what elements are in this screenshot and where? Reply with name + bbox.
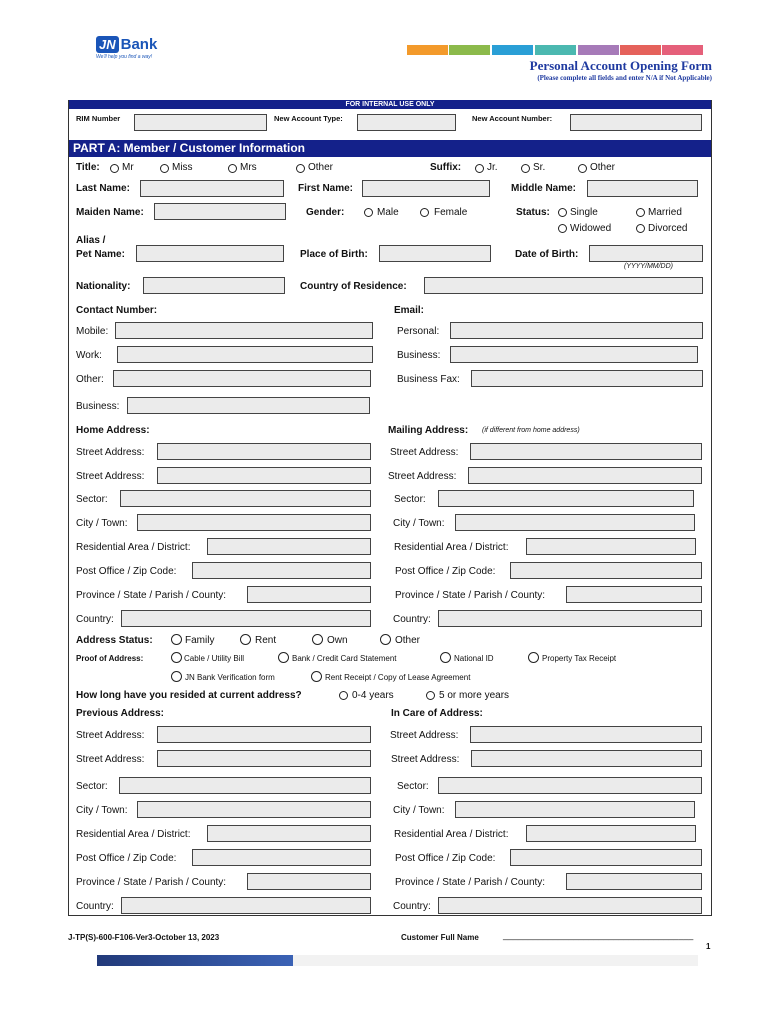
other-phone-label: Other: <box>76 374 104 385</box>
mailing-street-label: Street Address: <box>390 447 459 458</box>
proof-bank-statement-radio[interactable] <box>278 652 289 663</box>
addr-status-family-label: Family <box>185 635 215 646</box>
care-street-label: Street Address: <box>390 730 459 741</box>
home-city-label: City / Town: <box>76 518 128 529</box>
first-name-label: First Name: <box>298 183 354 194</box>
gender-female-label: Female <box>434 207 468 218</box>
last-name-label: Last Name: <box>76 183 130 194</box>
suffix-sr-radio[interactable] <box>521 164 530 173</box>
mailing-city-input[interactable] <box>455 514 695 531</box>
proof-rent-receipt-radio[interactable] <box>311 671 322 682</box>
care-area-label: Residential Area / District: <box>394 829 509 840</box>
middle-name-input[interactable] <box>587 180 698 197</box>
suffix-sr-label: Sr. <box>533 162 546 173</box>
contact-number-heading: Contact Number: <box>76 305 158 316</box>
care-street-input[interactable] <box>470 726 702 743</box>
home-address-heading: Home Address: <box>76 425 150 436</box>
rim-label: RIM Number <box>76 114 121 123</box>
previous-country-input[interactable] <box>121 897 371 914</box>
address-status-label: Address Status: <box>76 635 153 646</box>
email-heading: Email: <box>394 305 425 316</box>
proof-rent-receipt-label: Rent Receipt / Copy of Lease Agreement <box>325 673 471 682</box>
mailing-street-input[interactable] <box>470 443 702 460</box>
home-street-input[interactable] <box>157 467 371 484</box>
proof-national-id-label: National ID <box>454 654 494 663</box>
gender-male-label: Male <box>377 207 399 218</box>
status-divorced-label: Divorced <box>648 223 688 234</box>
previous-street-label: Street Address: <box>76 754 145 765</box>
title-mr-label: Mr <box>122 162 134 173</box>
title-label: Title: <box>76 162 100 173</box>
logo-tagline: We'll help you find a way! <box>96 54 153 60</box>
home-city-input[interactable] <box>137 514 371 531</box>
suffix-jr-radio[interactable] <box>475 164 484 173</box>
care-province-label: Province / State / Parish / County: <box>395 877 546 888</box>
home-street-label: Street Address: <box>76 447 145 458</box>
business-phone-input[interactable] <box>127 397 370 414</box>
work-label: Work: <box>76 350 102 361</box>
care-city-label: City / Town: <box>393 805 445 816</box>
status-widowed-radio[interactable] <box>558 224 567 233</box>
new-account-type-label: New Account Type: <box>274 114 343 123</box>
dob-format-hint: (YYYY/MM/DD) <box>624 263 673 270</box>
suffix-label: Suffix: <box>430 162 462 173</box>
care-area-input[interactable] <box>526 825 696 842</box>
home-country-input[interactable] <box>121 610 371 627</box>
addr-status-own-label: Own <box>327 635 348 646</box>
title-miss-label: Miss <box>172 162 193 173</box>
previous-city-label: City / Town: <box>76 805 128 816</box>
home-area-input[interactable] <box>207 538 371 555</box>
country-of-residence-input[interactable] <box>424 277 703 294</box>
previous-street-input[interactable] <box>157 750 371 767</box>
status-single-radio[interactable] <box>558 208 567 217</box>
resided-0-4-label: 0-4 years <box>352 690 394 701</box>
resided-5-plus-label: 5 or more years <box>439 690 510 701</box>
proof-utility-radio[interactable] <box>171 652 182 663</box>
mailing-post-label: Post Office / Zip Code: <box>395 566 496 577</box>
internal-use-bar: FOR INTERNAL USE ONLY <box>69 100 711 109</box>
home-post-label: Post Office / Zip Code: <box>76 566 177 577</box>
last-name-input[interactable] <box>140 180 284 197</box>
care-sector-label: Sector: <box>397 781 429 792</box>
mailing-post-input[interactable] <box>510 562 702 579</box>
care-post-label: Post Office / Zip Code: <box>395 853 496 864</box>
mailing-country-input[interactable] <box>438 610 702 627</box>
business-email-input[interactable] <box>450 346 698 363</box>
business-fax-input[interactable] <box>471 370 703 387</box>
mailing-country-label: Country: <box>393 614 431 625</box>
mailing-street-input[interactable] <box>468 467 702 484</box>
resided-5-plus-radio[interactable] <box>426 691 435 700</box>
title-miss-radio[interactable] <box>160 164 169 173</box>
proof-property-tax-label: Property Tax Receipt <box>542 654 617 663</box>
home-sector-label: Sector: <box>76 494 108 505</box>
home-street-input[interactable] <box>157 443 371 460</box>
customer-full-name-label: Customer Full Name <box>401 933 479 942</box>
business-email-label: Business: <box>397 350 441 361</box>
logo-name: Bank <box>120 36 158 53</box>
part-a-header: PART A: Member / Customer Information <box>69 140 711 157</box>
addr-status-family-radio[interactable] <box>171 634 182 645</box>
nationality-input[interactable] <box>143 277 285 294</box>
first-name-input[interactable] <box>362 180 490 197</box>
status-label: Status: <box>516 207 550 218</box>
maiden-name-input[interactable] <box>154 203 286 220</box>
nationality-label: Nationality: <box>76 281 131 292</box>
mailing-address-heading: Mailing Address: <box>388 425 469 436</box>
previous-area-label: Residential Area / District: <box>76 829 191 840</box>
addr-status-own-radio[interactable] <box>312 634 323 645</box>
addr-status-rent-radio[interactable] <box>240 634 251 645</box>
previous-street-label: Street Address: <box>76 730 145 741</box>
color-strip-segment <box>620 45 661 55</box>
care-city-input[interactable] <box>455 801 695 818</box>
business-fax-label: Business Fax: <box>397 374 460 385</box>
pet-name-input[interactable] <box>136 245 284 262</box>
mobile-label: Mobile: <box>76 326 109 337</box>
title-other-label: Other <box>308 162 334 173</box>
care-country-input[interactable] <box>438 897 702 914</box>
previous-post-input[interactable] <box>192 849 371 866</box>
personal-email-label: Personal: <box>397 326 440 337</box>
care-province-input[interactable] <box>566 873 702 890</box>
home-province-label: Province / State / Parish / County: <box>76 590 227 601</box>
proof-national-id-radio[interactable] <box>440 652 451 663</box>
addr-status-other-radio[interactable] <box>380 634 391 645</box>
pet-name-label: Pet Name: <box>76 249 125 260</box>
previous-province-input[interactable] <box>247 873 371 890</box>
other-phone-input[interactable] <box>113 370 371 387</box>
previous-address-heading: Previous Address: <box>76 708 164 719</box>
middle-name-label: Middle Name: <box>511 183 577 194</box>
home-province-input[interactable] <box>247 586 371 603</box>
mailing-area-input[interactable] <box>526 538 696 555</box>
resided-0-4-radio[interactable] <box>339 691 348 700</box>
previous-street-input[interactable] <box>157 726 371 743</box>
mailing-address-hint: (if different from home address) <box>482 427 580 434</box>
mailing-area-label: Residential Area / District: <box>394 542 509 553</box>
previous-sector-label: Sector: <box>76 781 108 792</box>
care-country-label: Country: <box>393 901 431 912</box>
home-country-label: Country: <box>76 614 114 625</box>
page-number: 1 <box>706 942 711 951</box>
previous-sector-input[interactable] <box>119 777 371 794</box>
new-account-type-input[interactable] <box>357 114 456 131</box>
customer-full-name-line[interactable]: ______________________________________ <box>503 930 694 940</box>
gender-male-radio[interactable] <box>364 208 373 217</box>
previous-province-label: Province / State / Parish / County: <box>76 877 227 888</box>
dob-input[interactable] <box>589 245 703 262</box>
rim-number-input[interactable] <box>134 114 267 131</box>
suffix-other-radio[interactable] <box>578 164 587 173</box>
status-widowed-label: Widowed <box>570 223 612 234</box>
addr-status-other-label: Other <box>395 635 421 646</box>
previous-area-input[interactable] <box>207 825 371 842</box>
color-strip-segment <box>535 45 576 55</box>
form-title: Personal Account Opening Form <box>529 58 712 73</box>
title-mrs-label: Mrs <box>240 162 257 173</box>
home-street-label: Street Address: <box>76 471 145 482</box>
mailing-province-label: Province / State / Parish / County: <box>395 590 546 601</box>
color-strip-segment <box>662 45 703 55</box>
mobile-input[interactable] <box>115 322 373 339</box>
proof-property-tax-radio[interactable] <box>528 652 539 663</box>
new-account-number-label: New Account Number: <box>472 114 553 123</box>
gender-female-radio[interactable] <box>420 208 429 217</box>
title-other-radio[interactable] <box>296 164 305 173</box>
home-post-input[interactable] <box>192 562 371 579</box>
form-code: J-TP(S)-600-F106-Ver3-October 13, 2023 <box>68 933 220 942</box>
footer-bar-light <box>293 955 698 966</box>
color-strip-segment <box>578 45 619 55</box>
proof-jn-verification-label: JN Bank Verification form <box>185 673 275 682</box>
new-account-number-input[interactable] <box>570 114 702 131</box>
dob-label: Date of Birth: <box>515 249 579 260</box>
form-subtitle: (Please complete all fields and enter N/A if Not Applicable) <box>537 74 712 82</box>
footer-bar-accent <box>97 955 293 966</box>
status-divorced-radio[interactable] <box>636 224 645 233</box>
place-of-birth-input[interactable] <box>379 245 491 262</box>
previous-city-input[interactable] <box>137 801 371 818</box>
previous-post-label: Post Office / Zip Code: <box>76 853 177 864</box>
status-married-radio[interactable] <box>636 208 645 217</box>
suffix-jr-label: Jr. <box>487 162 498 173</box>
care-street-label: Street Address: <box>391 754 460 765</box>
color-strip-segment <box>492 45 533 55</box>
mailing-city-label: City / Town: <box>393 518 445 529</box>
country-of-residence-label: Country of Residence: <box>300 281 407 292</box>
previous-country-label: Country: <box>76 901 114 912</box>
logo-mark: JN <box>96 36 119 53</box>
color-strip-segment <box>407 45 448 55</box>
suffix-other-label: Other <box>590 162 616 173</box>
home-area-label: Residential Area / District: <box>76 542 191 553</box>
care-sector-input[interactable] <box>438 777 702 794</box>
care-street-input[interactable] <box>471 750 702 767</box>
business-phone-label: Business: <box>76 401 120 412</box>
work-input[interactable] <box>117 346 373 363</box>
mailing-sector-input[interactable] <box>438 490 694 507</box>
proof-utility-label: Cable / Utility Bill <box>184 654 245 663</box>
maiden-name-label: Maiden Name: <box>76 207 144 218</box>
mailing-province-input[interactable] <box>566 586 702 603</box>
personal-email-input[interactable] <box>450 322 703 339</box>
addr-status-rent-label: Rent <box>255 635 277 646</box>
title-mrs-radio[interactable] <box>228 164 237 173</box>
color-strip-segment <box>449 45 490 55</box>
mailing-street-label: Street Address: <box>388 471 457 482</box>
home-sector-input[interactable] <box>120 490 371 507</box>
title-mr-radio[interactable] <box>110 164 119 173</box>
place-of-birth-label: Place of Birth: <box>300 249 368 260</box>
proof-jn-verification-radio[interactable] <box>171 671 182 682</box>
mailing-sector-label: Sector: <box>394 494 426 505</box>
in-care-of-heading: In Care of Address: <box>391 708 483 719</box>
proof-of-address-label: Proof of Address: <box>76 654 144 663</box>
proof-bank-statement-label: Bank / Credit Card Statement <box>292 654 397 663</box>
status-single-label: Single <box>570 207 598 218</box>
resided-question: How long have you resided at current address? <box>76 690 302 701</box>
care-post-input[interactable] <box>510 849 702 866</box>
alias-label: Alias / <box>76 235 106 246</box>
jn-bank-logo <box>96 36 158 60</box>
gender-label: Gender: <box>306 207 345 218</box>
status-married-label: Married <box>648 207 682 218</box>
